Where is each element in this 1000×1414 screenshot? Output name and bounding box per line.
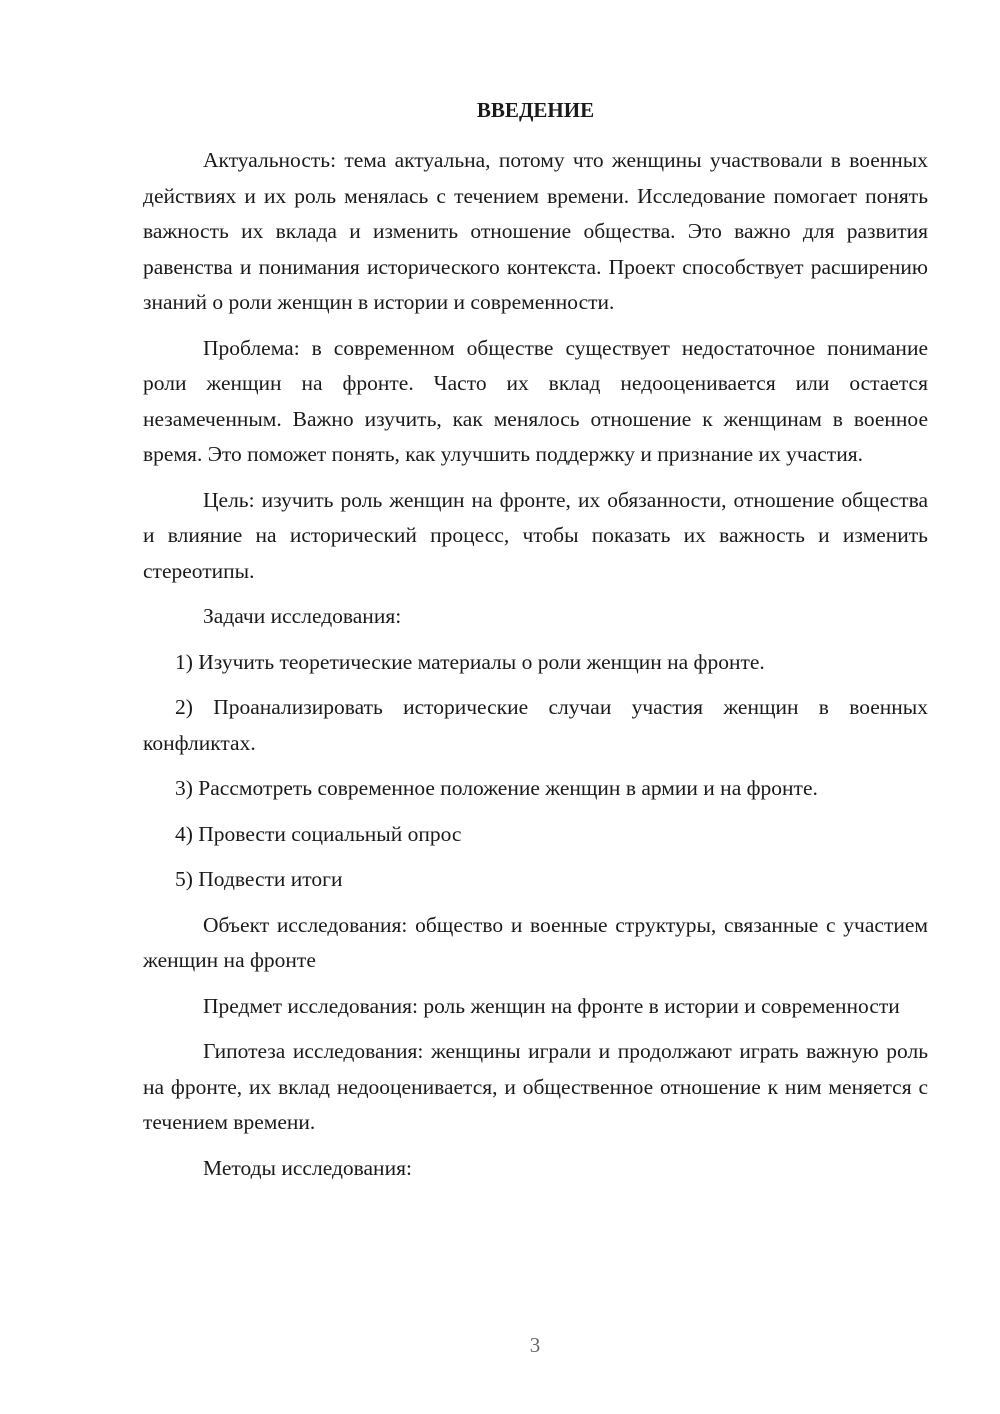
tasks-heading: Задачи исследования: bbox=[203, 604, 402, 628]
problem-paragraph: Проблема: в современном обществе существует недостаточное понимание роли женщин на фронте. Часто их вклад недооценивается или остается незамеченным. Важно изучить, как менялось отношение к женщинам в военное время. Это поможет понять, как улучшить поддержку и признание их участия. bbox=[143, 335, 928, 466]
task-item: 1) Изучить теоретические материалы о роли женщин на фронте. bbox=[175, 649, 765, 674]
relevance-paragraph: Актуальность: тема актуальна, потому что женщины участвовали в военных действиях и их роль менялась с течением времени. Исследование помогает понять важность их вклада и изменить отношение общества. Это важно для развития равенства и понимания исторического контекста. Проект способствует расширению знаний о роли женщин в истории и современности. bbox=[143, 148, 928, 314]
task-item: 2) Проанализировать исторические случаи участия женщин в военных конфликтах. bbox=[143, 695, 928, 755]
object-paragraph: Объект исследования: общество и военные структуры, связанные с участием женщин на фронте bbox=[143, 912, 928, 972]
task-item: 3) Рассмотреть современное положение женщин в армии и на фронте. bbox=[175, 776, 818, 800]
subject-paragraph: Предмет исследования: роль женщин на фронте в истории и современности bbox=[203, 993, 900, 1018]
hypothesis-paragraph: Гипотеза исследования: женщины играли и продолжают играть важную роль на фронте, их вклад недооценивается, и общественное отношение к ним меняется с течением времени. bbox=[143, 1039, 928, 1134]
tasks-list bbox=[143, 645, 928, 898]
goal-paragraph: Цель: изучить роль женщин на фронте, их обязанности, отношение общества и влияние на исторический процесс, чтобы показать их важность и изменить стереотипы. bbox=[143, 487, 928, 583]
document-body bbox=[143, 143, 928, 1196]
page-number: 3 bbox=[529, 1333, 541, 1357]
task-item: 5) Подвести итоги bbox=[175, 867, 343, 891]
methods-heading: Методы исследования: bbox=[203, 1155, 412, 1180]
task-item: 4) Провести социальный опрос bbox=[175, 821, 462, 846]
page-title: ВВЕДЕНИЕ bbox=[476, 98, 595, 122]
